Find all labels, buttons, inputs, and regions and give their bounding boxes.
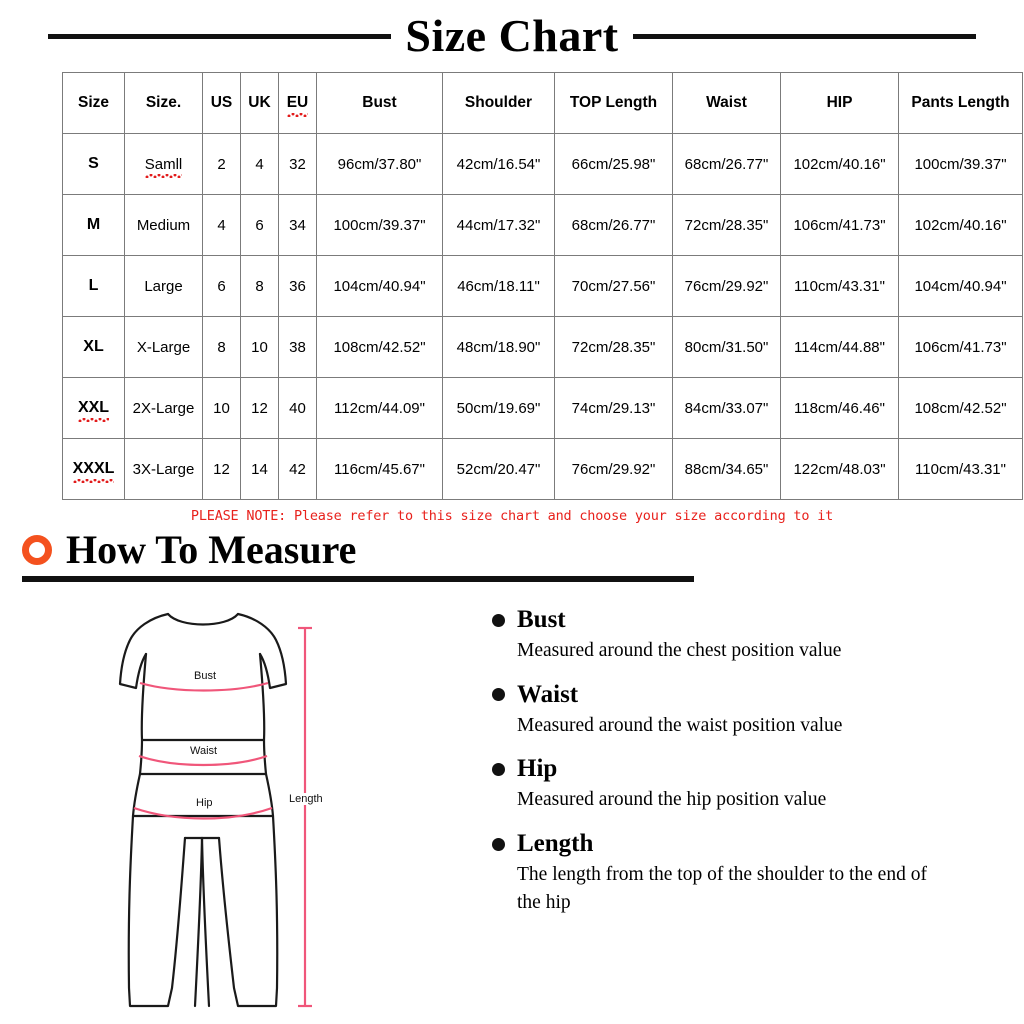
column-header-pants-length: Pants Length [899, 73, 1023, 134]
cell-hip: 110cm/43.31" [781, 256, 899, 317]
cell-eu: 38 [279, 317, 317, 378]
measurement-figure [0, 588, 470, 1018]
how-to-measure-title: How To Measure [66, 527, 357, 572]
how-to-measure-header [0, 524, 1024, 570]
cell-eu: 32 [279, 134, 317, 195]
cell-top-length: 66cm/25.98" [555, 134, 673, 195]
cell-size-text: XXL [77, 399, 110, 416]
figure-label-waist: Waist [190, 745, 218, 757]
column-header-size: Size [63, 73, 125, 134]
cell-bust: 108cm/42.52" [317, 317, 443, 378]
cell-pants-length: 104cm/40.94" [899, 256, 1023, 317]
cell-size-text: XXXL [72, 460, 115, 477]
how-to-measure-body [0, 582, 1024, 1018]
cell-bust: 100cm/39.37" [317, 195, 443, 256]
cell-top-length: 74cm/29.13" [555, 378, 673, 439]
definition-length [492, 830, 1004, 916]
cell-pants-length: 102cm/40.16" [899, 195, 1023, 256]
definition-hip [492, 755, 1004, 814]
size-chart-table-wrap [0, 62, 1024, 500]
title-rule-right [633, 34, 976, 39]
cell-uk: 14 [241, 439, 279, 500]
table-row [63, 317, 1023, 378]
definition-hip-desc: Measured around the hip position value [517, 789, 827, 811]
table-header-row [63, 73, 1023, 134]
figure-label-length: Length [289, 793, 323, 805]
cell-top-length: 76cm/29.92" [555, 439, 673, 500]
title-rule-left [48, 34, 391, 39]
cell-pants-length: 106cm/41.73" [899, 317, 1023, 378]
definition-length-desc: The length from the top of the shoulder to the end of the hip [517, 864, 927, 913]
cell-us: 12 [203, 439, 241, 500]
definition-bust-term: Bust [517, 606, 566, 633]
bullet-dot-icon [492, 763, 505, 776]
bullet-dot-icon [492, 688, 505, 701]
cell-size: M [63, 195, 125, 256]
cell-bust: 112cm/44.09" [317, 378, 443, 439]
cell-hip: 102cm/40.16" [781, 134, 899, 195]
cell-hip: 106cm/41.73" [781, 195, 899, 256]
page-title: Size Chart [405, 10, 619, 61]
cell-size: L [63, 256, 125, 317]
cell-us: 8 [203, 317, 241, 378]
cell-waist: 68cm/26.77" [673, 134, 781, 195]
cell-uk: 6 [241, 195, 279, 256]
cell-hip: 122cm/48.03" [781, 439, 899, 500]
table-row [63, 195, 1023, 256]
size-chart-table [62, 72, 1023, 500]
cell-hip: 114cm/44.88" [781, 317, 899, 378]
cell-top-length: 72cm/28.35" [555, 317, 673, 378]
cell-top-length: 70cm/27.56" [555, 256, 673, 317]
cell-waist: 76cm/29.92" [673, 256, 781, 317]
cell-size-name-text: Samll [144, 155, 183, 173]
cell-us: 2 [203, 134, 241, 195]
cell-size: XL [63, 317, 125, 378]
column-header-shoulder: Shoulder [443, 73, 555, 134]
page-title-row [0, 0, 1024, 62]
cell-shoulder: 52cm/20.47" [443, 439, 555, 500]
definition-length-head [492, 830, 1004, 858]
column-header-uk: UK [241, 73, 279, 134]
column-header-top-length: TOP Length [555, 73, 673, 134]
figure-label-bust: Bust [194, 670, 217, 682]
cell-waist: 84cm/33.07" [673, 378, 781, 439]
cell-shoulder: 44cm/17.32" [443, 195, 555, 256]
cell-us: 6 [203, 256, 241, 317]
table-row [63, 134, 1023, 195]
definition-waist-desc: Measured around the waist position value [517, 714, 843, 736]
cell-us: 4 [203, 195, 241, 256]
ring-bullet-icon [22, 535, 52, 565]
cell-shoulder: 46cm/18.11" [443, 256, 555, 317]
cell-shoulder: 42cm/16.54" [443, 134, 555, 195]
definition-hip-head [492, 755, 1004, 783]
bullet-dot-icon [492, 838, 505, 851]
table-row [63, 256, 1023, 317]
cell-size-name: X-Large [125, 317, 203, 378]
cell-shoulder: 48cm/18.90" [443, 317, 555, 378]
cell-pants-length: 110cm/43.31" [899, 439, 1023, 500]
cell-top-length: 68cm/26.77" [555, 195, 673, 256]
figure-label-hip: Hip [196, 797, 213, 809]
bullet-dot-icon [492, 614, 505, 627]
cell-eu: 34 [279, 195, 317, 256]
definition-bust [492, 606, 1004, 665]
definition-length-term: Length [517, 830, 594, 858]
definition-bust-head [492, 606, 1004, 634]
cell-pants-length: 108cm/42.52" [899, 378, 1023, 439]
cell-uk: 10 [241, 317, 279, 378]
cell-eu: 36 [279, 256, 317, 317]
cell-size-name: 2X-Large [125, 378, 203, 439]
column-header-eu [279, 73, 317, 134]
definition-bust-desc: Measured around the chest position value [517, 640, 842, 661]
cell-bust: 96cm/37.80" [317, 134, 443, 195]
column-header-size-name: Size. [125, 73, 203, 134]
column-header-bust: Bust [317, 73, 443, 134]
cell-uk: 8 [241, 256, 279, 317]
cell-uk: 12 [241, 378, 279, 439]
cell-shoulder: 50cm/19.69" [443, 378, 555, 439]
cell-bust: 116cm/45.67" [317, 439, 443, 500]
cell-size-name [125, 134, 203, 195]
cell-eu: 42 [279, 439, 317, 500]
column-header-waist: Waist [673, 73, 781, 134]
cell-size: S [63, 134, 125, 195]
column-header-eu-text: EU [286, 94, 309, 111]
table-row [63, 378, 1023, 439]
cell-hip: 118cm/46.46" [781, 378, 899, 439]
table-row [63, 439, 1023, 500]
definition-waist-head [492, 681, 1004, 709]
cell-uk: 4 [241, 134, 279, 195]
measurement-definitions [470, 588, 1024, 1018]
jumpsuit-diagram-icon [0, 588, 470, 1018]
cell-size-name: Medium [125, 195, 203, 256]
cell-waist: 72cm/28.35" [673, 195, 781, 256]
cell-bust: 104cm/40.94" [317, 256, 443, 317]
cell-eu: 40 [279, 378, 317, 439]
cell-size [63, 378, 125, 439]
size-chart-note: PLEASE NOTE: Please refer to this size chart and choose your size according to it [190, 508, 834, 524]
cell-size [63, 439, 125, 500]
cell-pants-length: 100cm/39.37" [899, 134, 1023, 195]
cell-size-name: Large [125, 256, 203, 317]
cell-us: 10 [203, 378, 241, 439]
cell-waist: 88cm/34.65" [673, 439, 781, 500]
definition-waist-term: Waist [517, 680, 579, 708]
column-header-hip: HIP [781, 73, 899, 134]
cell-size-name: 3X-Large [125, 439, 203, 500]
definition-waist [492, 681, 1004, 740]
column-header-us: US [203, 73, 241, 134]
definition-hip-term: Hip [517, 755, 558, 783]
cell-waist: 80cm/31.50" [673, 317, 781, 378]
